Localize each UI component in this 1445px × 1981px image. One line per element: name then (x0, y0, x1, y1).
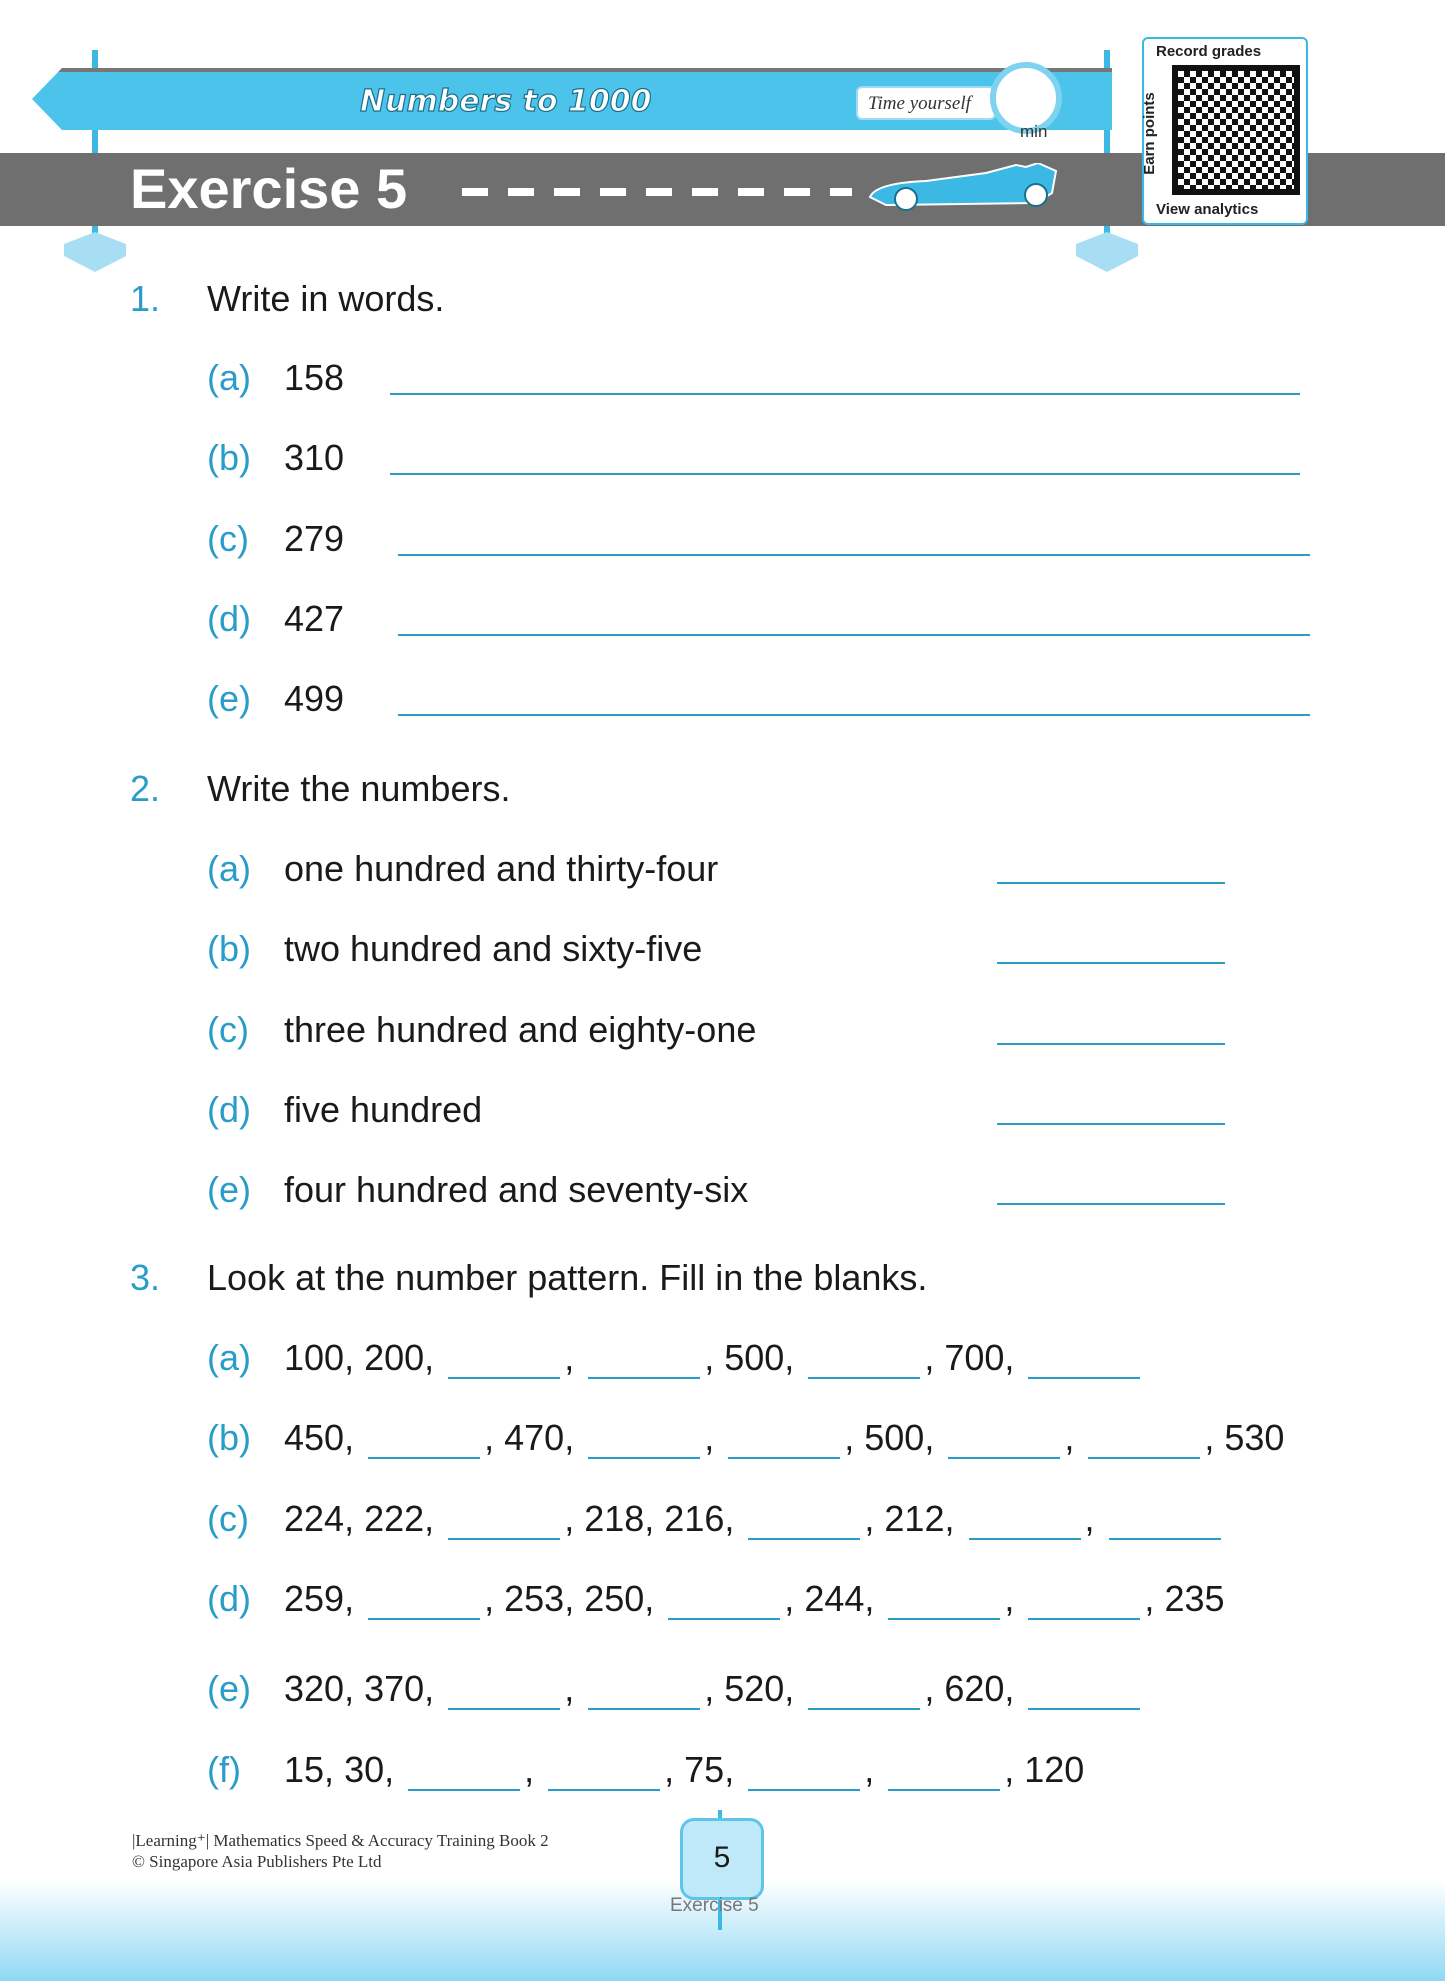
item-label: (a) (207, 1337, 251, 1378)
item-label: (c) (207, 518, 249, 559)
comma: , (864, 1578, 875, 1619)
comma: , (564, 1578, 575, 1619)
qr-code-panel[interactable] (1142, 37, 1308, 225)
comma: , (1144, 1578, 1155, 1619)
comma: , (784, 1337, 795, 1378)
book-title: |Learning⁺| Mathematics Speed & Accuracy Training Book 2 (132, 1831, 549, 1850)
qr-code-icon[interactable] (1172, 65, 1300, 195)
comma: , (344, 1498, 355, 1539)
item-label: (b) (207, 1417, 251, 1458)
number-pattern (284, 1337, 1144, 1379)
blank-input[interactable] (1028, 1349, 1140, 1379)
comma: , (784, 1668, 795, 1709)
answer-line[interactable] (997, 1123, 1225, 1125)
comma: , (384, 1749, 395, 1790)
pattern-term: 370 (364, 1668, 425, 1709)
comma: , (564, 1668, 575, 1709)
pattern-term: 500 (724, 1337, 785, 1378)
blank-input[interactable] (748, 1761, 860, 1791)
pattern-term: 259 (284, 1578, 345, 1619)
item-label: (e) (207, 1668, 251, 1709)
comma: , (424, 1337, 435, 1378)
number-pattern (284, 1498, 1225, 1540)
item-number: 279 (284, 518, 345, 559)
pattern-term: 450 (284, 1417, 345, 1458)
blank-input[interactable] (368, 1590, 480, 1620)
item-label: (b) (207, 437, 251, 478)
comma: , (864, 1749, 875, 1790)
blank-input[interactable] (548, 1761, 660, 1791)
pattern-term: 244 (804, 1578, 865, 1619)
comma: , (344, 1337, 355, 1378)
race-car-icon (866, 163, 1066, 213)
answer-line[interactable] (997, 1203, 1225, 1205)
pattern-term: 520 (724, 1668, 785, 1709)
q2-title: Write the numbers. (207, 768, 511, 809)
blank-input[interactable] (888, 1761, 1000, 1791)
blank-input[interactable] (368, 1429, 480, 1459)
blank-input[interactable] (1028, 1680, 1140, 1710)
time-unit: min (1020, 122, 1048, 141)
page-number: 5 (680, 1818, 764, 1900)
comma: , (424, 1498, 435, 1539)
comma: , (944, 1498, 955, 1539)
qr-record-grades: Record grades (1156, 43, 1262, 60)
comma: , (1064, 1417, 1075, 1458)
topic-title: Numbers to 1000 (360, 84, 652, 119)
pattern-term: 222 (364, 1498, 425, 1539)
number-pattern (284, 1668, 1144, 1710)
pattern-term: 320 (284, 1668, 345, 1709)
answer-line[interactable] (390, 473, 1300, 475)
q3-number: 3. (130, 1257, 161, 1298)
comma: , (1004, 1749, 1015, 1790)
comma: , (844, 1417, 855, 1458)
blank-input[interactable] (448, 1510, 560, 1540)
blank-input[interactable] (668, 1590, 780, 1620)
answer-line[interactable] (390, 393, 1300, 395)
blank-input[interactable] (1088, 1429, 1200, 1459)
pattern-term: 253 (504, 1578, 565, 1619)
item-words: five hundred (284, 1089, 483, 1130)
comma: , (484, 1578, 495, 1619)
qr-earn-points: Earn points (1140, 92, 1158, 175)
blank-input[interactable] (448, 1349, 560, 1379)
comma: , (704, 1668, 715, 1709)
exercise-title: Exercise 5 (130, 157, 408, 220)
comma: , (664, 1749, 675, 1790)
left-pole-base (64, 232, 126, 272)
item-number: 158 (284, 357, 345, 398)
comma: , (924, 1337, 935, 1378)
comma: , (1084, 1498, 1095, 1539)
comma: , (1004, 1578, 1015, 1619)
pattern-term: 620 (944, 1668, 1005, 1709)
item-words: one hundred and thirty-four (284, 848, 719, 889)
comma: , (864, 1498, 875, 1539)
answer-line[interactable] (398, 554, 1310, 556)
comma: , (704, 1337, 715, 1378)
comma: , (424, 1668, 435, 1709)
pattern-term: 30 (344, 1749, 385, 1790)
item-label: (e) (207, 678, 251, 719)
pattern-term: 250 (584, 1578, 645, 1619)
pattern-term: 75 (684, 1749, 725, 1790)
pattern-term: 200 (364, 1337, 425, 1378)
item-words: three hundred and eighty-one (284, 1009, 757, 1050)
item-number: 427 (284, 598, 345, 639)
comma: , (344, 1668, 355, 1709)
footer-exercise-label: Exercise 5 (670, 1895, 759, 1916)
comma: , (704, 1417, 715, 1458)
item-words: four hundred and seventy-six (284, 1169, 749, 1210)
item-label: (d) (207, 1578, 251, 1619)
number-pattern (284, 1749, 1084, 1791)
blank-input[interactable] (588, 1680, 700, 1710)
pattern-term: 500 (864, 1417, 925, 1458)
pattern-term: 120 (1024, 1749, 1085, 1790)
comma: , (924, 1417, 935, 1458)
blank-input[interactable] (588, 1429, 700, 1459)
item-number: 310 (284, 437, 345, 478)
blank-input[interactable] (728, 1429, 840, 1459)
blank-input[interactable] (408, 1761, 520, 1791)
footer-credits (132, 1830, 549, 1872)
pattern-term: 700 (944, 1337, 1005, 1378)
number-pattern (284, 1417, 1284, 1459)
comma: , (564, 1498, 575, 1539)
number-pattern (284, 1578, 1225, 1620)
pattern-term: 530 (1224, 1417, 1285, 1458)
pattern-term: 212 (884, 1498, 945, 1539)
blank-input[interactable] (969, 1510, 1081, 1540)
item-number: 499 (284, 678, 345, 719)
blank-input[interactable] (808, 1349, 920, 1379)
comma: , (324, 1749, 335, 1790)
comma: , (484, 1417, 495, 1458)
q3-title: Look at the number pattern. Fill in the blanks. (207, 1257, 928, 1298)
pattern-term: 235 (1164, 1578, 1225, 1619)
comma: , (564, 1417, 575, 1458)
q2-number: 2. (130, 768, 161, 809)
blank-input[interactable] (1109, 1510, 1221, 1540)
item-label: (d) (207, 598, 251, 639)
comma: , (344, 1578, 355, 1619)
item-label: (a) (207, 357, 251, 398)
comma: , (564, 1337, 575, 1378)
item-label: (c) (207, 1498, 249, 1539)
item-label: (a) (207, 848, 251, 889)
answer-line[interactable] (997, 962, 1225, 964)
item-label: (b) (207, 928, 251, 969)
answer-line[interactable] (997, 882, 1225, 884)
time-yourself-label: Time yourself (856, 86, 996, 120)
qr-view-analytics: View analytics (1156, 201, 1259, 218)
right-pole-base (1076, 232, 1138, 272)
comma: , (784, 1578, 795, 1619)
item-words: two hundred and sixty-five (284, 928, 703, 969)
comma: , (924, 1668, 935, 1709)
pattern-term: 470 (504, 1417, 565, 1458)
pattern-term: 216 (664, 1498, 725, 1539)
answer-line[interactable] (398, 714, 1310, 716)
q1-number: 1. (130, 278, 161, 319)
blank-input[interactable] (948, 1429, 1060, 1459)
blank-input[interactable] (448, 1680, 560, 1710)
blank-input[interactable] (1028, 1590, 1140, 1620)
item-label: (c) (207, 1009, 249, 1050)
q1-title: Write in words. (207, 278, 445, 319)
item-label: (d) (207, 1089, 251, 1130)
answer-line[interactable] (997, 1043, 1225, 1045)
comma: , (1204, 1417, 1215, 1458)
comma: , (724, 1749, 735, 1790)
blank-input[interactable] (748, 1510, 860, 1540)
comma: , (524, 1749, 535, 1790)
comma: , (1004, 1337, 1015, 1378)
answer-line[interactable] (398, 634, 1310, 636)
comma: , (644, 1578, 655, 1619)
comma: , (724, 1498, 735, 1539)
blank-input[interactable] (808, 1680, 920, 1710)
pattern-term: 224 (284, 1498, 345, 1539)
dashed-track (462, 188, 852, 196)
blank-input[interactable] (588, 1349, 700, 1379)
blank-input[interactable] (888, 1590, 1000, 1620)
copyright: © Singapore Asia Publishers Pte Ltd (132, 1852, 382, 1871)
comma: , (344, 1417, 355, 1458)
comma: , (1004, 1668, 1015, 1709)
item-label: (e) (207, 1169, 251, 1210)
pattern-term: 100 (284, 1337, 345, 1378)
comma: , (644, 1498, 655, 1539)
pattern-term: 15 (284, 1749, 325, 1790)
pattern-term: 218 (584, 1498, 645, 1539)
item-label: (f) (207, 1749, 241, 1790)
